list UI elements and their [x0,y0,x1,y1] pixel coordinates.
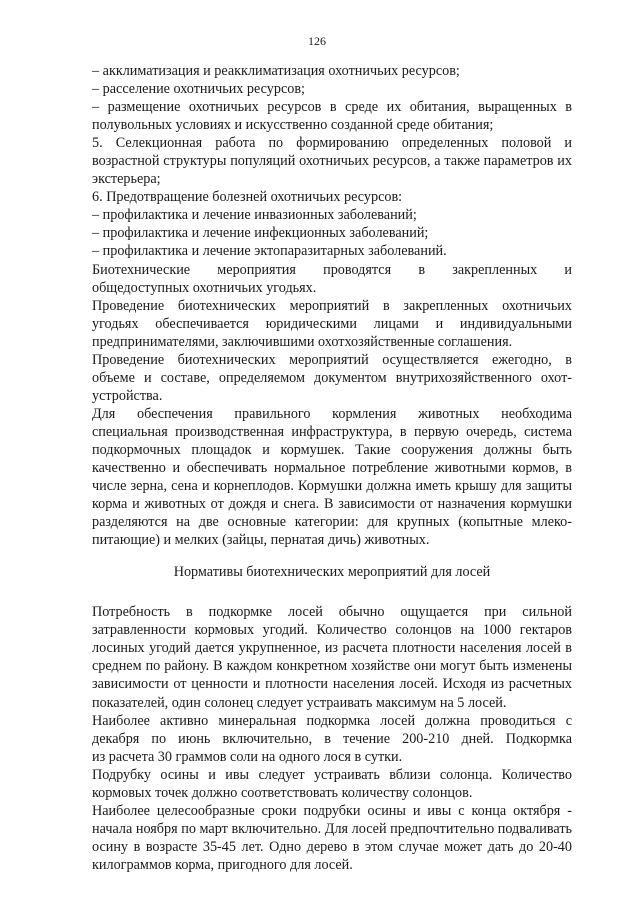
text-line: зависимости от ценности и плотности населения лосей. Исходя из расчетных [92,676,572,693]
section-moose-norms [92,603,572,874]
text-line: числе зерна, сена и корнеплодов. Кормушки должна иметь крышу для защиты [92,478,572,495]
text-line: возрастной структуры популяций охотничьих ресурсов, а также параметров их [92,153,572,170]
section-heading: Нормативы биотехнических мероприятий для лосей [173,564,491,581]
text-line: корма и животных от дождя и снега. В зависимости от назначения кормушки [92,496,572,513]
text-line: подкормочных площадок и кормушек. Такие сооружения должны быть [92,441,572,458]
text-line: объеме и составе, определяемом документом внутрихозяйственного охот- [92,369,572,386]
text-line: Проведение биотехнических мероприятий осуществляется ежегодно, в [92,351,572,368]
text-line: затравленности кормовых угодий. Количество солонцов на 1000 гектаров [92,622,572,639]
text-line: 6. Предотвращение болезней охотничьих ресурсов: [92,189,403,206]
text-line: – акклиматизация и реакклиматизация охотничьих ресурсов; [92,63,460,79]
text-line: килограммов корма, пригодного для лосей. [92,856,353,873]
text-line: Наиболее целесообразные сроки подрубки осины и ивы с конца октября - [92,802,572,819]
text-line: Подрубку осины и ивы следует устраивать вблизи солонца. Количество [92,766,572,783]
text-line: лосиных угодий дается укрупненное, из расчета плотности населения лосей в [92,640,572,657]
text-line: осину в возрасте 35-45 лет. Одно дерево в этом случае может дать до 20-40 [92,838,572,855]
text-line: угодьях обеспечивается юридическими лицами и индивидуальными [92,315,572,332]
text-line: Биотехнические мероприятия проводятся в закрепленных и [92,261,572,278]
text-line: предпринимателями, заключившими охотхозяйственные соглашения. [92,333,513,350]
text-line: Наиболее активно минеральная подкормка лосей должна проводиться с [92,712,572,729]
text-line: специальная производственная инфраструктура, в первую очередь, система [92,423,572,440]
text-line: полувольных условиях и искусственно созданной среде обитания; [92,117,494,134]
text-line: качественно и обеспечивать нормальное потребление животными кормов, в [92,460,572,477]
text-line: – расселение охотничьих ресурсов; [92,81,305,98]
text-line: показателей, один солонец следует устраивать максимум на 5 лосей. [92,694,507,711]
text-line: устройства. [92,387,163,404]
text-line: из расчета 30 граммов соли на одного лося в сутки. [92,748,403,765]
text-line: разделяются на две основные категории: для крупных (копытные млеко- [92,514,572,531]
text-line: Проведение биотехнических мероприятий в закрепленных охотничьих [92,297,572,314]
page-number: 126 [308,34,326,48]
text-line: – профилактика и лечение инвазионных заболеваний; [92,207,417,224]
text-line: 5. Селекционная работа по формированию определенных половой и [92,135,572,152]
text-line: – профилактика и лечение инфекционных заболеваний; [92,225,429,242]
text-line: декабря по июнь включительно, в течение 200-210 дней. Подкормка [92,730,572,747]
text-line: среднем по району. В каждом конкретном хозяйстве они могут быть изменены [92,658,572,675]
text-line: – профилактика и лечение эктопаразитарных заболеваний. [92,243,447,260]
text-line: экстерьера; [92,171,161,188]
text-line: Потребность в подкормке лосей обычно ощущается при сильной [92,604,572,621]
text-line: общедоступных охотничьих угодьях. [92,279,317,296]
text-line: питающие) и мелких (зайцы, пернатая дичь) животных. [92,532,430,549]
section-biotechnical-measures [92,62,572,549]
text-line: начала ноября по март включительно. Для лосей предпочтительно подваливать [92,820,572,837]
text-line: Для обеспечения правильного кормления животных необходима [92,405,572,422]
text-line: кормовых точек должно соответствовать количеству солонцов. [92,784,473,801]
document-body [92,62,572,874]
text-line: – размещение охотничьих ресурсов в среде их обитания, выращенных в [92,99,572,116]
